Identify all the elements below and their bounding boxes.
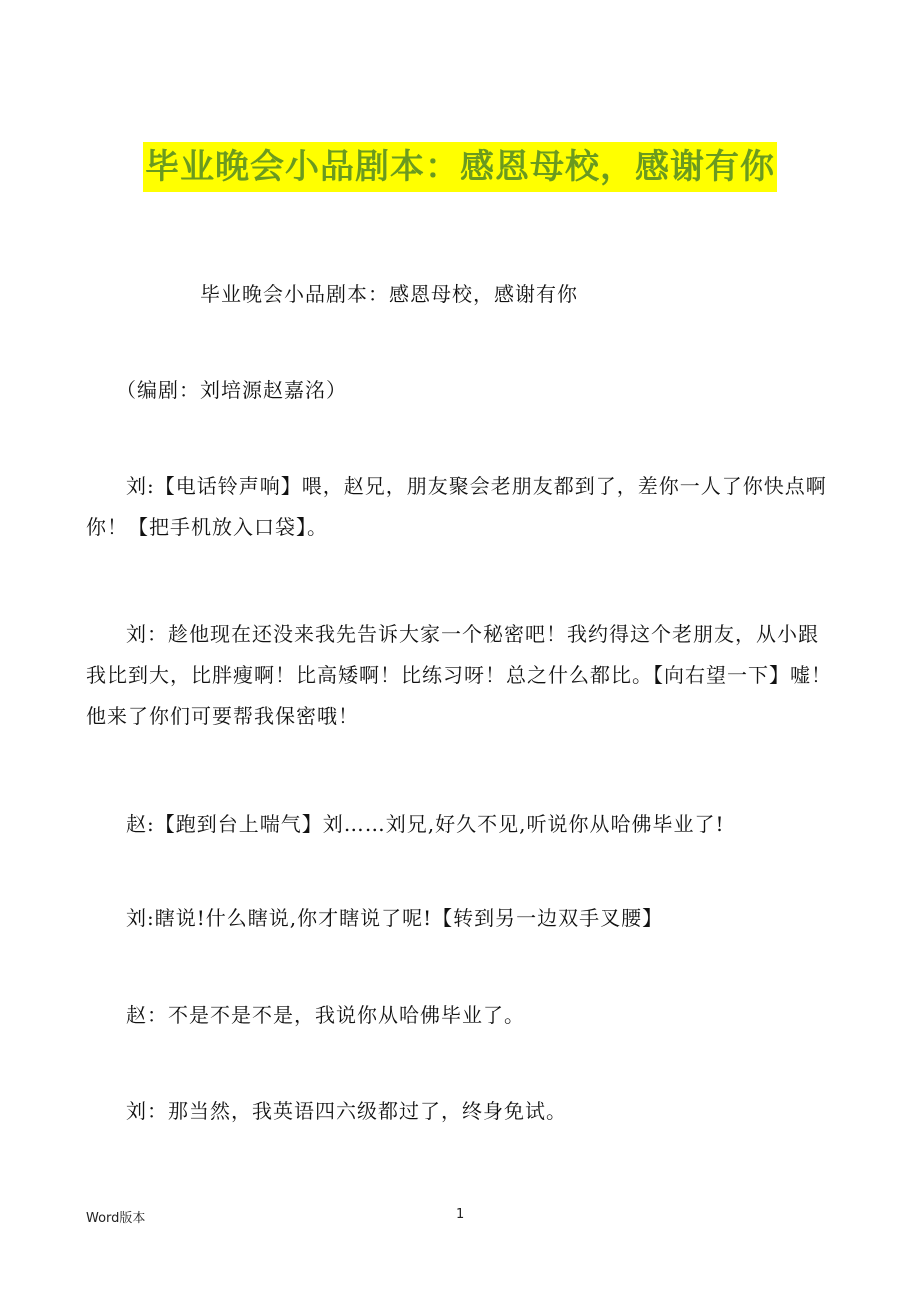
author-line: （编剧：刘培源赵嘉洺）: [116, 378, 347, 402]
script-paragraph-6: 刘：那当然，我英语四六级都过了，终身免试。: [126, 1099, 567, 1123]
title-container: [0, 142, 920, 192]
script-paragraph-1: 刘:【电话铃声响】喂，赵兄，朋友聚会老朋友都到了，差你一人了你快点啊你！【把手机放入口袋】。: [86, 474, 827, 539]
document-title: 毕业晚会小品剧本：感恩母校，感谢有你: [143, 142, 777, 192]
script-paragraph-2: 刘：趁他现在还没来我先告诉大家一个秘密吧！我约得这个老朋友，从小跟我比到大，比胖瘦啊！比高矮啊！比练习呀！总之什么都比。【向右望一下】嘘！他来了你们可要帮我保密哦！: [86, 622, 832, 728]
script-paragraph-4: 刘:瞎说!什么瞎说,你才瞎说了呢!【转到另一边双手叉腰】: [126, 906, 664, 930]
document-subtitle: 毕业晚会小品剧本：感恩母校，感谢有你: [200, 282, 578, 306]
script-paragraph-3: 赵:【跑到台上喘气】刘……刘兄,好久不见,听说你从哈佛毕业了!: [126, 812, 725, 836]
footer-word-version: Word版本: [86, 1211, 146, 1226]
footer-page-number: 1: [456, 1207, 465, 1222]
script-paragraph-5: 赵：不是不是不是，我说你从哈佛毕业了。: [126, 1003, 525, 1027]
